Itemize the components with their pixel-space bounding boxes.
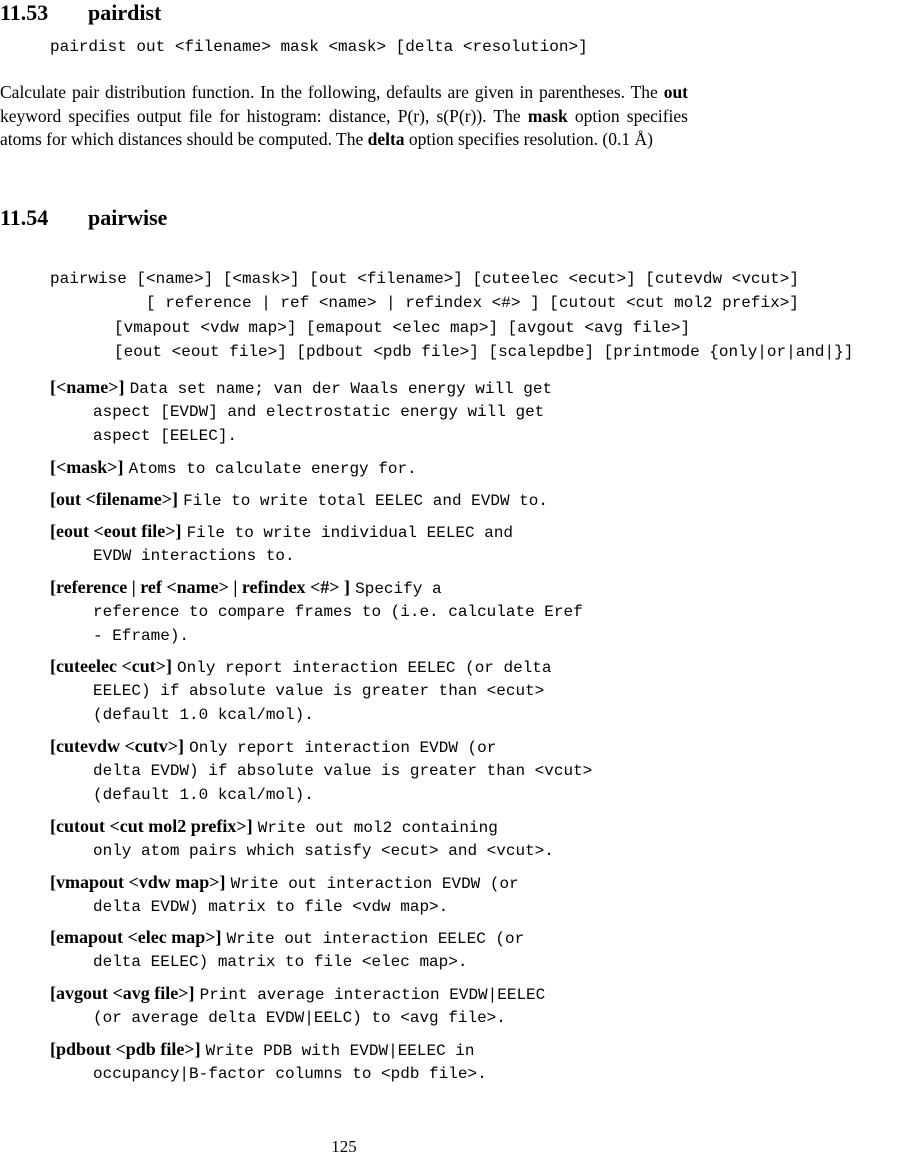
option-item (50, 1037, 670, 1085)
section-title: pairdist (88, 0, 162, 25)
pairdist-usage: pairdist out <filename> mask <mask> [delta <resolution>] (50, 38, 588, 56)
option-desc: EELEC) if absolute value is greater than <ecut> (93, 682, 545, 700)
option-term: [<name>] (50, 377, 125, 397)
option-desc: Data set name; van der Waals energy will get (129, 380, 553, 398)
option-desc: Atoms to calculate energy for. (128, 460, 417, 478)
pairwise-usage-line: [vmapout <vdw map>] [emapout <elec map>] [avgout <avg file>] (114, 319, 691, 337)
option-desc: - Eframe). (93, 627, 190, 645)
desc-text: keyword specifies output file for histogram: distance, P(r), s(P(r)). The (0, 105, 528, 126)
pairdist-description (0, 81, 688, 152)
section-number: 11.54 (0, 205, 49, 230)
keyword-delta: delta (367, 129, 405, 149)
option-desc: Write PDB with EVDW|EELEC in (205, 1042, 475, 1060)
section-heading-pairwise (0, 205, 167, 231)
option-desc: File to write individual EELEC and (186, 524, 514, 542)
option-desc: aspect [EVDW] and electrostatic energy will get (93, 403, 545, 421)
option-item (50, 814, 670, 862)
option-term: [eout <eout file>] (50, 521, 182, 541)
option-desc: EVDW interactions to. (93, 547, 295, 565)
option-term: [out <filename>] (50, 489, 178, 509)
option-term: [cuteelec <cut>] (50, 656, 172, 676)
option-desc: Write out mol2 containing (257, 819, 498, 837)
option-term: [avgout <avg file>] (50, 983, 195, 1003)
option-desc: delta EVDW) if absolute value is greater than <vcut> (93, 762, 593, 780)
keyword-out: out (663, 82, 688, 102)
section-title: pairwise (88, 205, 168, 230)
option-item (50, 519, 670, 567)
option-desc: Specify a (355, 580, 442, 598)
option-term: [vmapout <vdw map>] (50, 872, 226, 892)
option-desc: aspect [EELEC]. (93, 427, 238, 445)
option-desc: File to write total EELEC and EVDW to. (183, 492, 548, 510)
option-term: [<mask>] (50, 457, 124, 477)
option-item (50, 734, 670, 806)
option-term: [emapout <elec map>] (50, 927, 222, 947)
option-desc: delta EELEC) matrix to file <elec map>. (93, 953, 468, 971)
page-number: 125 (331, 1137, 357, 1156)
option-desc: Write out interaction EVDW (or (230, 875, 519, 893)
option-term: [pdbout <pdb file>] (50, 1039, 201, 1059)
option-desc: only atom pairs which satisfy <ecut> and <vcut>. (93, 842, 554, 860)
option-item (50, 981, 670, 1029)
pairwise-usage-line: [eout <eout file>] [pdbout <pdb file>] [scalepdbe] [printmode {only|or|and|}] (114, 343, 854, 361)
option-term: [reference | ref <name> | refindex <#> ] (50, 577, 351, 597)
pairwise-usage-line: [ reference | ref <name> | refindex <#> ] [cutout <cut mol2 prefix>] (146, 294, 799, 312)
option-item (50, 654, 670, 726)
option-desc: (default 1.0 kcal/mol). (93, 786, 314, 804)
option-term: [cutout <cut mol2 prefix>] (50, 816, 253, 836)
option-desc: (default 1.0 kcal/mol). (93, 706, 314, 724)
option-term: [cutevdw <cutv>] (50, 736, 184, 756)
pairwise-usage-line: pairwise [<name>] [<mask>] [out <filename>] [cuteelec <ecut>] [cutevdw <vcut>] (50, 270, 799, 288)
keyword-mask: mask (527, 105, 568, 126)
option-desc: delta EVDW) matrix to file <vdw map>. (93, 898, 449, 916)
option-desc: reference to compare frames to (i.e. calculate Eref (93, 603, 583, 621)
option-item (50, 925, 670, 973)
desc-text: option specifies resolution. (0.1 Å) (404, 129, 653, 149)
section-number: 11.53 (0, 0, 49, 25)
desc-text: option specifies atoms for which distances should be computed. The (0, 105, 688, 149)
option-item (50, 487, 670, 511)
option-desc: Print average interaction EVDW|EELEC (199, 986, 546, 1004)
option-desc: occupancy|B-factor columns to <pdb file>. (93, 1065, 487, 1083)
section-heading-pairdist (0, 0, 161, 26)
desc-text: Calculate pair distribution function. In the following, defaults are given in parentheses. The (0, 82, 664, 102)
option-desc: Write out interaction EELEC (or (226, 930, 525, 948)
option-item (50, 870, 670, 918)
option-item (50, 575, 670, 647)
option-item (50, 455, 670, 479)
option-item (50, 375, 670, 447)
option-desc: (or average delta EVDW|EELC) to <avg file>. (93, 1009, 506, 1027)
option-desc: Only report interaction EELEC (or delta (177, 659, 552, 677)
option-desc: Only report interaction EVDW (or (189, 739, 497, 757)
